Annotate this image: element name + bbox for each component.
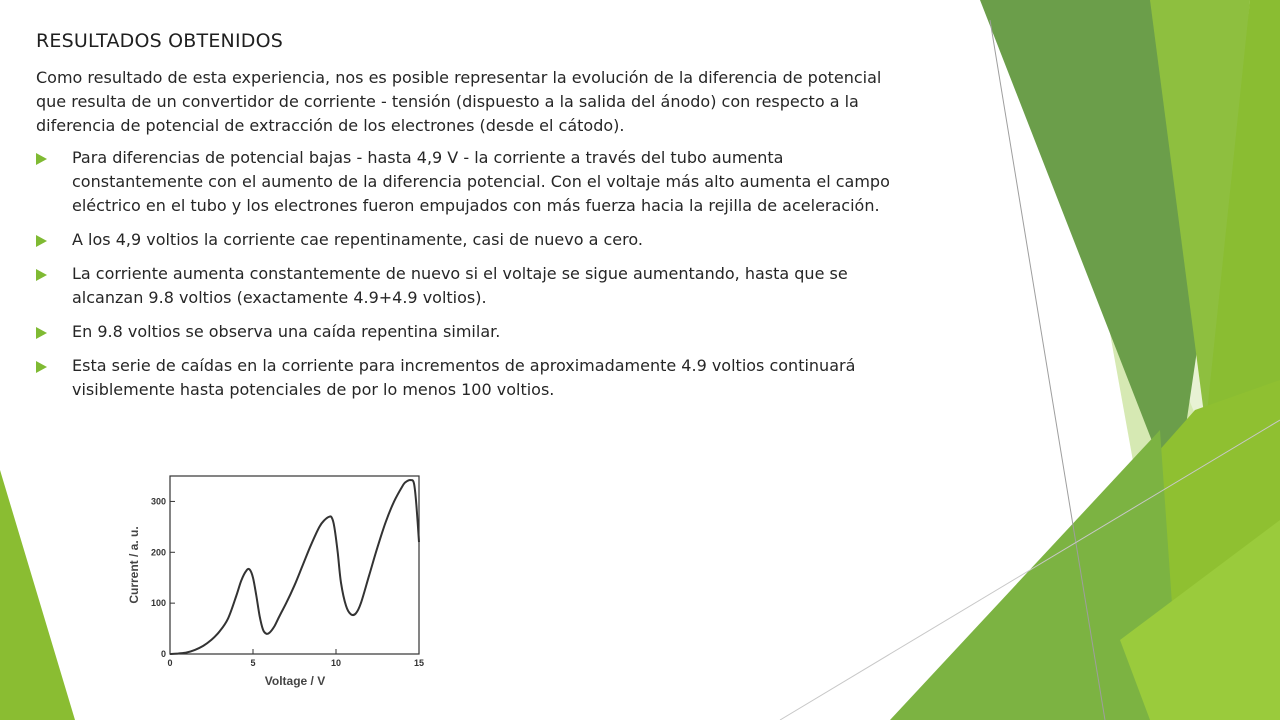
bullet-item [36, 354, 916, 402]
y-tick-label: 100 [150, 598, 166, 609]
x-tick-label: 5 [250, 658, 256, 668]
bullet-text: Para diferencias de potencial bajas - hasta 4,9 V - la corriente a través del tubo aumenta constantemente con el aumento de la diferencia potencial. Con el voltaje más alto aumenta el campo eléctrico en el tubo y los electrones fueron empujados con más fuerza hacia la rejilla de aceleración. [72, 148, 890, 215]
franck-hertz-chart [120, 468, 430, 694]
arrow-bullet-icon [36, 153, 47, 165]
facet-bottom-left [0, 470, 75, 720]
bullet-item [36, 228, 916, 252]
y-tick-label: 300 [150, 496, 166, 507]
arrow-bullet-icon [36, 235, 47, 247]
bullet-item [36, 146, 916, 218]
bullet-item [36, 262, 916, 310]
y-axis-label: Current / a. u. [127, 526, 141, 604]
y-tick-label: 200 [150, 547, 166, 558]
bullet-text: A los 4,9 voltios la corriente cae repentinamente, casi de nuevo a cero. [72, 230, 643, 249]
plot-frame [170, 476, 419, 654]
bullet-item [36, 320, 916, 344]
x-tick-label: 15 [413, 658, 425, 668]
slide-content [36, 30, 916, 412]
arrow-bullet-icon [36, 327, 47, 339]
y-tick-label: 0 [160, 649, 166, 659]
tick-group [151, 496, 424, 668]
arrow-bullet-icon [36, 361, 47, 373]
bullet-list [36, 146, 916, 402]
x-tick-label: 10 [330, 658, 342, 668]
arrow-bullet-icon [36, 269, 47, 281]
x-axis-label: Voltage / V [264, 674, 326, 688]
bullet-text: En 9.8 voltios se observa una caída repentina similar. [72, 322, 501, 341]
bullet-text: La corriente aumenta constantemente de nuevo si el voltaje se sigue aumentando, hasta que se alcanzan 9.8 voltios (exactamente 4.9+4.9 voltios). [72, 264, 848, 307]
x-tick-label: 0 [167, 658, 173, 668]
intro-paragraph: Como resultado de esta experiencia, nos es posible representar la evolución de la diferencia de potencial que resulta de un convertidor de corriente - tensión (dispuesto a la salida del ánodo) con respecto a la diferencia de potencial de extracción de los electrones (desde el cátodo). [36, 68, 882, 135]
chart-svg [120, 468, 430, 694]
slide-title: RESULTADOS OBTENIDOS [36, 30, 284, 52]
current-voltage-curve [170, 480, 419, 654]
bullet-text: Esta serie de caídas en la corriente para incrementos de aproximadamente 4.9 voltios continuará visiblemente hasta potenciales de por lo menos 100 voltios. [72, 356, 856, 399]
